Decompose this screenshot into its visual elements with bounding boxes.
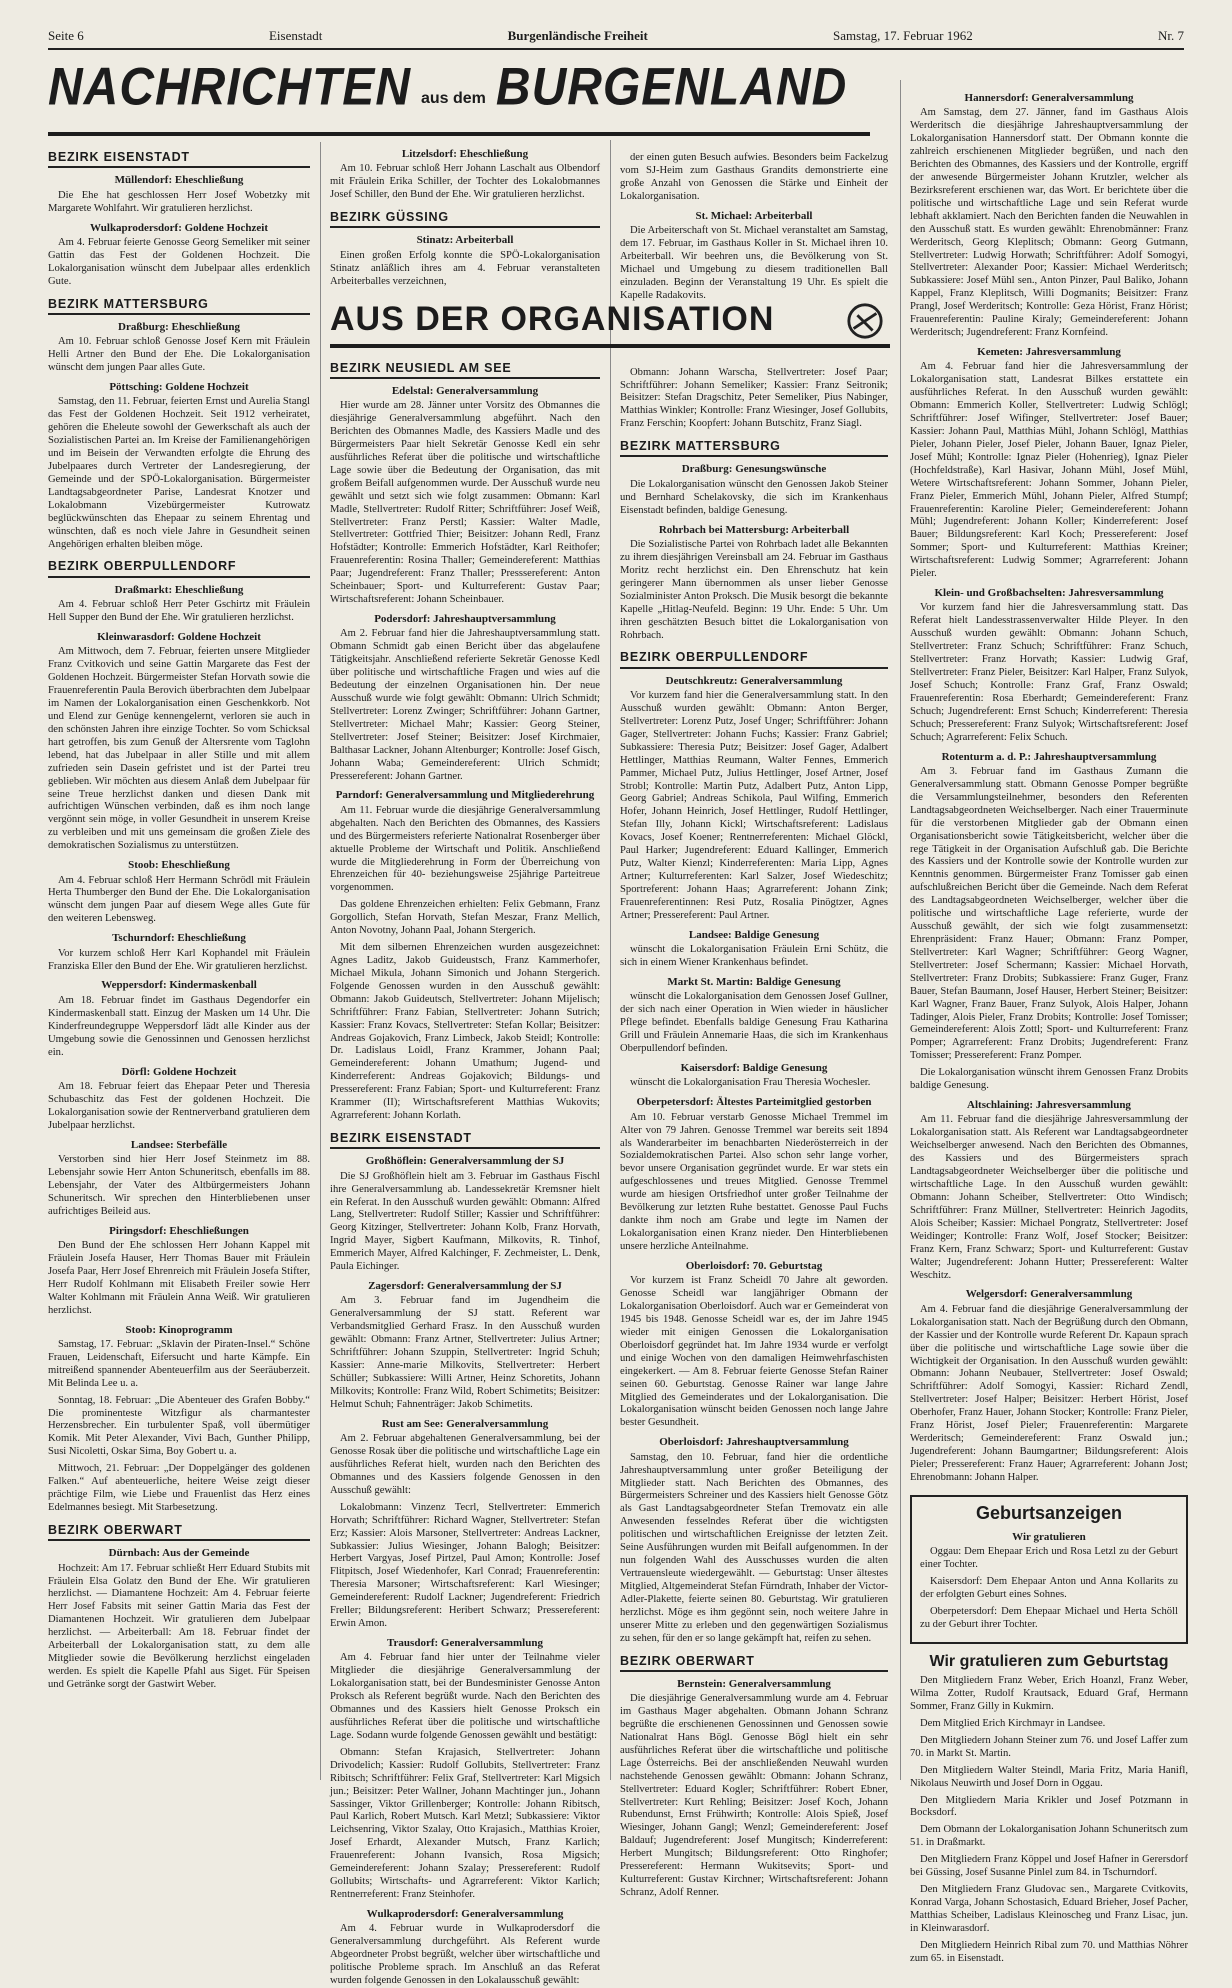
district-heading: BEZIRK OBERWART xyxy=(48,1523,310,1541)
article-paragraph: Am 3. Februar fand im Jugendheim die Generalversammlung der SJ statt. Referent war Verbandsmitglied Gerhard Frasz. In den Ausschuß wurden gewählt: Obmann: Franz Artner, Stellvertreter: Julius Artner; Schriftführer: Johann Szuppin, Stellvertreter: Ingrid Schuh; Kassier: Anne-marie Milkovits, Stellvertreter: Herbert Schüller; Subkassiere: Willi Artner, Heinz Schoretits, Johann Milkovits; Kontrolle: Franz Wild, Robert Schimetits; Beisitzer: Helmut Schuh; Fahnenträger: Jakob Schimetits. xyxy=(330,1295,600,1410)
district-heading: BEZIRK OBERPULLENDORF xyxy=(620,650,888,668)
article-headline: Draßburg: Genesungswünsche xyxy=(681,463,827,476)
article-headline: Stoob: Eheschließung xyxy=(128,859,230,872)
article-paragraph: Dem Mitglied Erich Kirchmayr in Landsee. xyxy=(920,1717,1106,1729)
article-paragraph: Den Mitgliedern Franz Gludovac sen., Margarete Cvitkovits, Konrad Varga, Johann Schostasich, Eduard Brieher, Josef Pacher, Matthias Scheiber, Ladislaus Kleinoscheg und Franz Lisac, jun. in Kleinwarasdorf. xyxy=(910,1884,1188,1934)
article-paragraph: Die Lokalorganisation wünscht ihrem Genossen Franz Drobits baldige Genesung. xyxy=(910,1067,1188,1092)
issue-number: Nr. 7 xyxy=(1157,28,1184,43)
article-headline: Wulkaprodersdorf: Generalversammlung xyxy=(366,1907,564,1920)
article-paragraph: Den Mitgliedern Franz Köppel und Josef Hafner in Gerersdorf bei Güssing, Josef Susanne Pinlel zum 84. in Tschurndorf. xyxy=(910,1854,1188,1879)
article-paragraph: Verstorben sind hier Herr Josef Steinmetz im 88. Lebensjahr sowie Herr Anton Schuneritsch, ebenfalls im 88. Lebensjahr, der Vater des Altbürgermeisters Johann Schuneritsch. Wir sprechen den Hinterbliebenen unser aufrichtiges Beileid aus. xyxy=(48,1154,310,1217)
district-heading: BEZIRK OBERPULLENDORF xyxy=(48,559,310,577)
district-heading: BEZIRK MATTERSBURG xyxy=(620,439,888,457)
article-paragraph: wünscht die Lokalorganisation Frau Theresia Wochesler. xyxy=(630,1077,871,1089)
article-paragraph: Lokalobmann: Vinzenz Tecrl, Stellvertreter: Emmerich Horvath; Schriftführer: Richard Wagner, Stellvertreter: Stefan Erz; Kassier: Alois Marsoner, Stellvertreter: Andreas Lackner, Subkassier: Julius Wiesinger, Johann Balogh; Beisitzer: Herbert Vargyas, Josef Pirtzel, Paul Amon; Kontrolle: Josef Flitpitsch, Josef Wiedenhofer, Karl Conrad; Frauenreferentin: Theresia Marsoner; Wirtschaftsreferent: Karl Wiesinger; Gemeindereferent: Rudolf Lackner; Jugendreferent: Friedrich Freller; Bildungsreferent: Heribert Schwarz; Pressereferent: Erwin Amon. xyxy=(330,1501,600,1630)
article-headline: Welgersdorf: Generalversammlung xyxy=(965,1288,1133,1301)
article-headline: Kleinwarasdorf: Goldene Hochzeit xyxy=(97,630,261,643)
article-headline: Rust am See: Generalversammlung xyxy=(381,1417,549,1430)
article-paragraph: Sonntag, 18. Februar: „Die Abenteuer des Grafen Bobby.“ Die prominenteste Witzfigur als charmantester Herzensbrecher. Ein turbulenter Spaß, voll übermütiger Komik. Mit Peter Alexander, Vivi Bach, Gunther Philipp, Susi Nicoletti, Oskar Sima, Boy Gobert u. a. xyxy=(48,1394,310,1458)
article-headline: Draßburg: Eheschließung xyxy=(118,320,240,333)
article-paragraph: Am 18. Februar feiert das Ehepaar Peter und Theresia Schubaschitz das Fest der goldenen Hochzeit. Die Lokalorganisation sowie der Rentnerverband gratulieren dem Jubelpaar herzlichst. xyxy=(48,1080,310,1131)
district-heading: BEZIRK GÜSSING xyxy=(330,210,600,228)
article-paragraph: Am 2. Februar fand hier die Jahreshauptversammlung statt. Obmann Schmidt gab einen Bericht über das abgelaufene Tätigkeitsjahr. Anschließend referierte Sekretär Genosse Kedl über politische und wirtschaftliche Fragen und wies auf die Bedeutung der einzelnen Organisationen hin. Der neue Ausschuß wurde wie folgt gewählt: Obmann: Ulrich Schmidt; Stellvertreter: Lorenz Zwinger; Schriftführer: Johann Gartner, Stellvertreter: Michael Mahr; Kassier: Georg Steiner, Stellvertreter: Josef Steiner; Beisitzer: Josef Kirchmaier, Balthasar Lackner, Johann Altenburger; Kontrolle: Josef Gisch, Johann Waba; Gemeindereferent: Ulrich Schmidt; Pressereferent: Johann Gartner. xyxy=(330,628,600,782)
article-paragraph: Am 4. Februar fand hier unter der Teilnahme vieler Mitglieder die diesjährige Generalversammlung der Lokalorganisation statt, bei der Bundesminister Genosse Anton Proksch als Referent begrüßt wurde. Nach den Berichten des Obmannes und des Kassiers hielt Genosse Proksch ein ausführliches Referat über die politische und wirtschaftliche Lage. Sodann wurde folgende Genossen gewählt und bestätigt: xyxy=(330,1652,600,1741)
article-paragraph: Samstag, den 10. Februar, fand hier die ordentliche Jahreshauptversammlung unter großer Beteiligung der Mitglieder statt. Nach Berichten des Obmannes, des Bürgermeisters Schreiner und des Kassiers hielt Genosse Götz als Gast Landtagsabgeordneter Stefan Tremovatz ein alle Anwesenden fesselndes Referat über die wichtigsten politischen und wirtschaftlichen Ereignisse der letzten Zeit. Seine Ausführungen wurden mit Beifall aufgenommen. In der nun folgenden Wahl des Ausschusses wurden die alten Vertrauensleute wiedergewählt. — Geburtstag: Unser ältestes Mitglied, Altgemeinderat Stefan Fürndrath, Inhaber der Victor-Adler-Plakette, feierte seinen 80. Geburtstag. Wir gratulieren herzlichst. Möge es ihm gegönnt sein, noch weitere Jahre in unserer Mitte zu erleben und den gegenwärtigen Sozialismus zu sehen, für den er so lange gekämpft hat, reifen zu sehen. xyxy=(620,1451,888,1644)
article-paragraph: Am 10. Februar schloß Herr Johann Laschalt aus Olbendorf mit Fräulein Erika Schiller, der Tochter des Lokalobmannes Josef Schiller, den Bund der Ehe. Wir gratulieren herzlichst. xyxy=(330,163,600,201)
article-paragraph: Am 2. Februar abgehaltenen Generalversammlung, bei der Genosse Rosak über die politische und wirtschaftliche Lage ein ausführliches Referat hielt, wurden nach den Berichten des Obmannes und des Kassiers folgende Genossen in den Ausschuß gewählt: xyxy=(330,1433,600,1496)
article-paragraph: Das goldene Ehrenzeichen erhielten: Felix Gebmann, Franz Gorgollich, Stefan Horvath, Stefan Meszar, Franz Mellich, Anton Novotny, Johann Paal, Johann Stergerich. xyxy=(330,899,600,937)
article-paragraph: Den Mitgliedern Walter Steindl, Maria Fritz, Maria Hanifl, Nikolaus Neuwirth und Josef Dorn in Oggau. xyxy=(910,1764,1188,1789)
article-paragraph: wünscht die Lokalorganisation Fräulein Erni Schütz, die sich in einem Wiener Krankenhaus befindet. xyxy=(620,944,888,969)
article-paragraph: Am 4. Februar feierte Genosse Georg Semeliker mit seiner Gattin das Fest der Goldenen Hochzeit. Die Lokalorganisation wünscht dem Jubelpaar alles erdenklich Gute. xyxy=(48,236,310,287)
article-paragraph: Am Samstag, dem 27. Jänner, fand im Gasthaus Alois Werderitsch die diesjährige Jahreshauptversammlung der Lokalorganisation Hannersdorf statt. Der Obmann konnte die zahlreich erschienenen Mitglieder begrüßen, und nach den Berichten des Obmannes, des Kassiers und der Kontrolle, ergriff der anwesende Bürgermeister Johann Krutzler, welcher als Bezirksreferent erschienen war, das Wort. Er berichtete über die politische und wirtschaftliche Lage und sein Referat wurde lebhaft akklamiert. Nach den Berichten fanden die Neuwahlen in den Ausschuß statt. Es wurden gewählt: Ehrenobmänner: Franz Werderitsch, Georg Kleplitsch; Obmann: Georg Gutmann, Stellvertreter: Ludwig Horwath; Schriftführer: Adolf Somogyi, Stellvertreter: Alexander Poor; Kassier: Michael Werderitsch; Subkassiere: Josef Mühl sen., Anton Pinzer, Paul Baliko, Johann Kappel, Franz Kleplitsch, Willi Dogmanits; Beisitzer: Franz Prangl, Josef Werderitsch; Kontrolle: Geza Hörist, Franz Hörist; Frauenreferentin: Pauline Kiraly; Gemeindereferent: Johann Werderitsch; Jugendreferent: Franz Kornfeind. xyxy=(910,107,1188,339)
birth-title: Geburtsanzeigen xyxy=(975,1502,1123,1523)
article-headline: Draßmarkt: Eheschließung xyxy=(114,583,244,596)
article-headline: Dörfl: Goldene Hochzeit xyxy=(121,1065,237,1078)
article-headline: Oberloisdorf: 70. Geburtstag xyxy=(685,1259,823,1272)
article-headline: Tschurndorf: Eheschließung xyxy=(112,932,246,945)
column-rule xyxy=(320,142,321,1780)
article-headline: Litzelsdorf: Eheschließung xyxy=(401,148,529,160)
article-headline: Dürnbach: Aus der Gemeinde xyxy=(108,1547,250,1560)
article-headline: St. Michael: Arbeiterball xyxy=(695,209,813,222)
article-paragraph: Am 11. Februar wurde die diesjährige Generalversammlung abgehalten. Nach den Berichten des Obmannes, des Kassiers und des Bürgermeisters referierte Nationalrat Rosenberger über aktuelle Probleme der Wirtschaft und Politik. Anschließend wurde die Mitgliederehrung in Form der Überreichung von Ehrenzeichen für 40- beziehungsweise 25jährige Parteitreue vorgenommen. xyxy=(330,804,600,894)
article-paragraph: Hochzeit: Am 17. Februar schließt Herr Eduard Stubits mit Fräulein Elsa Golatz den Bund der Ehe. Wir gratulieren herzlichst. — Diamantene Hochzeit: Am 4. Februar feierte Herr Josef Fabsits mit seiner Gattin Maria das Fest der Diamantenen Hochzeit. Wir gratulieren dem Jubelpaar herzlichst. — Arbeiterball: Am 18. Februar findet der Arbeiterball der Lokalorganisation statt, zu dem alle Mitglieder sowie die Bevölkerung herzlichst eingeladen werden. Es spielt die Kapelle Pfahl aus Siget. Für Speisen und Getränke sorgt der Gastwirt Weber. xyxy=(48,1562,310,1690)
page-number: Seite 6 xyxy=(48,28,84,43)
article-paragraph: Den Mitgliedern Johann Steiner zum 76. und Josef Laffer zum 70. in Markt St. Martin. xyxy=(910,1734,1188,1759)
article-headline: Landsee: Baldige Genesung xyxy=(688,928,820,941)
article-headline: Hannersdorf: Generalversammlung xyxy=(964,92,1134,104)
article-paragraph: Die Ehe hat geschlossen Herr Josef Wobetzky mit Margarete Wohlfahrt. Wir gratulieren herzlichst. xyxy=(48,189,310,214)
article-paragraph: Vor kurzem ist Franz Scheidl 70 Jahre alt geworden. Genosse Scheidl war langjähriger Obmann der Lokalorganisation Oberloisdorf. Auch war er Gemeinderat von 1945 bis 1948. Genosse Scheidl war es, der im Jahre 1945 wieder mit einigen Genossen die Lokalorganisation Oberloisdorf gegründet hat. Im Jahre 1934 wurde er verfolgt und einige Wochen von den damaligen Heimwehrfaschisten eingekerkert. — Am 8. Februar feierte Genosse Stefan Rainer seinen 60. Geburtstag. Genosse Rainer war lange Jahre Mitglied des Gemeinderates und der Lokalorganisation. Die Lokalorganisation wünscht beiden Genossen noch lange Jahre bester Gesundheit. xyxy=(620,1275,888,1429)
column-rule xyxy=(610,140,611,1780)
birth-item: Kaisersdorf: Dem Ehepaar Anton und Anna Kollarits zu der erfolgten Geburt eines Sohnes. xyxy=(920,1575,1178,1600)
article-headline: Landsee: Sterbefälle xyxy=(130,1138,228,1151)
district-heading: BEZIRK NEUSIEDL AM SEE xyxy=(330,361,600,379)
article-headline: Podersdorf: Jahreshauptversammlung xyxy=(374,613,556,625)
district-heading: BEZIRK EISENSTADT xyxy=(330,1131,600,1149)
organisation-title: AUS DER ORGANISATION xyxy=(330,300,775,338)
article-paragraph: Den Bund der Ehe schlossen Herr Johann Kappel mit Fräulein Josefa Hauser, Herr Thomas Bauer mit Fräulein Josefa Paar, Herr Josef Ehrenreich mit Fräulein Josefa Stifter, Herr Rudolf Kohlmann mit Elisabeth Freiler sowie Herr Walter Kohlmann mit Fräulein Anna Weiß. Wir gratulieren herzlichst. xyxy=(48,1240,310,1316)
article-paragraph: Am 18. Februar findet im Gasthaus Degendorfer ein Kindermaskenball statt. Einzug der Masken um 14 Uhr. Die Kinderfreundegruppe Weppersdorf lädt alle Kinder aus der Umgebung sowie die Genossinnen und Genossen herzlichst ein. xyxy=(48,994,310,1058)
article-headline: Kemeten: Jahresversammlung xyxy=(977,346,1121,358)
paper-name: Burgenländische Freiheit xyxy=(507,28,648,43)
article-paragraph: Vor kurzem schloß Herr Karl Kophandel mit Fräulein Franziska Eller den Bund der Ehe. Wir gratulieren herzlichst. xyxy=(48,947,310,972)
article-paragraph: Die diesjährige Generalversammlung wurde am 4. Februar im Gasthaus Mager abgehalten. Obmann Johann Schranz begrüßte die erschienenen Genossinnen und Genossen sowie Nationalrat Hans Bögl. Genosse Bögl hielt ein sehr ausführliches Referat über die wirtschaftliche und politische Lage Österreichs. Bei der anschließenden Neuwahl wurden nachstehende Genossen gewählt: Obmann: Johann Schranz, Stellvertreter: Eduard Kogler; Schriftführer: Robert Ebner, Stellvertreter: Kurt Rehling; Beisitzer: Josef Koch, Johann Rubendunst, Ernst Frühwirth; Kontrolle: Alois Spieß, Josef Wiesinger, Johann Gangl; Wenzl; Gemeindereferent: Josef Baldauf; Jugendreferent: Josef Mungitsch; Kinderreferent: Herbert Mungitsch; Bildungsreferent: Otto Ringhofer; Pressereferent: Hermann Wukitsevits; Sport- und Kulturreferent: Gustav Kirchner; Wirtschaftsreferent: Johann Schranz, Adolf Renner. xyxy=(620,1693,888,1899)
masthead xyxy=(48,60,870,142)
article-paragraph: Samstag, 17. Februar: „Sklavin der Piraten-Insel.“ Schöne Frauen, Leidenschaft, Eifersucht und harte Kämpfe. Ein mitreißend spannender Abenteuerfilm aus der Seeräuberzeit. Mit Belinda Lee u. a. xyxy=(48,1338,310,1389)
article-headline: Wulkaprodersdorf: Goldene Hochzeit xyxy=(89,221,269,234)
article-paragraph: Hier wurde am 28. Jänner unter Vorsitz des Obmannes die diesjährige Generalversammlung abgeführt. Nach den Berichten des Obmannes Madle, des Kassiers Madle und des Bürgermeisters Paar hielt Sekretär Genosse Kedl ein sehr ausführliches Referat über die politische und wirtschaftliche Lage sowie über die Bedeutung der Organisation, das mit großem Beifall aufgenommen wurde. Der Ausschuß wurde neu gewählt und setzt sich wie folgt zusammen: Obmann: Karl Madle, Stellvertreter: Rudolf Ritter; Schriftführer: Josef Weiß, Stellvertreter: Franz Perstl; Kassier: Walter Madle, Stellvertreter: Gottfried Thier; Beisitzer: Johann Redl, Franz Hofstädter; Kontrolle: Emmerich Hofstädter, Karl Reithofer; Frauenreferentin: Rosina Thaller; Gemeindereferent: Matthias Paar; Jugendreferent: Franz Thaller; Presssereferent: Anton Scheinbauer; Sport- und Kulturreferent: Gustav Paar; Wirtschaftsreferent: Johann Scheinbauer. xyxy=(330,400,600,606)
article-paragraph: wünscht die Lokalorganisation dem Genossen Josef Gullner, der sich nach einer Operation in Wien wieder in häuslicher Pflege befindet. Ebenfalls baldige Genesung Frau Katharina Grill und Fräulein Annemarie Haas, die sich im Krankenhaus Oberpullendorf befinden. xyxy=(620,991,888,1055)
column-rule xyxy=(900,80,901,1780)
article-paragraph: Dem Obmann der Lokalorganisation Johann Schuneritsch zum 51. in Draßmarkt. xyxy=(910,1824,1188,1849)
article-paragraph: Den Mitgliedern Franz Weber, Erich Hoanzl, Franz Weber, Wilma Zotter, Rudolf Krautsack, Eduard Graf, Hermann Sommer, Franz Gilly in Kukmirn. xyxy=(910,1675,1188,1713)
place: Eisenstadt xyxy=(268,28,323,43)
article-headline: Oberloisdorf: Jahreshauptversammlung xyxy=(659,1436,849,1449)
birth-announcements-box xyxy=(910,1495,1188,1644)
article-paragraph: Am 4. Februar fand die diesjährige Generalversammlung der Lokalorganisation statt. Nach der Begrüßung durch den Obmann, der Kassier und der Kontrolle wurde Referent Dr. Kapaun sprach über die politische und wirtschaftliche Lage sowie über die Wichtigkeit der Organisation. In den Ausschuß wurden gewählt: Obmann: Johann Neubauer, Stellvertreter: Josef Oswald; Schriftführer: Adolf Somogyi, Kassier: Richard Zendl, Stellvertreter: Josef Halper; Beisitzer: Herbert Hörist, Josef Oberhofer, Franz Hauer, Johann Stocker; Kontrolle: Franz Pieler, Franz Hörist, Josef Pieler; Frauenreferentin: Margarete Werderitsch; Gemeindereferent: Franz Oswald jun.; Jugendreferent: Johann Baumgartner; Bildungsreferent: Alois Pieler; Pressereferent: Franz Hauer; Agrarreferent: Johann Jost; Ehrenobmann: Johann Halper. xyxy=(910,1303,1188,1483)
district-heading: BEZIRK EISENSTADT xyxy=(48,150,310,168)
article-headline: Stinatz: Arbeiterball xyxy=(416,234,514,247)
article-headline: Pöttsching: Goldene Hochzeit xyxy=(109,381,249,394)
article-paragraph: Mit dem silbernen Ehrenzeichen wurden ausgezeichnet: Agnes Laditz, Jakob Guideustsch, Franz Kammerhofer, Michael Mikula, Johann Simonich und Johann Stergerich. Folgende Genossen wurden in den Ausschuß gewählt: Obmann: Jakob Guideutsch, Stellvertreter: Johann Mijelisch; Schriftführer: Franz Fabian, Stellvertreter: Johann Sutrich; Kassier: Franz Kovacs, Stellvertreter: Stefan Kollar; Beisitzer: Andreas Gojakovich, Franz Limbeck, Jakob Steidl; Kontrolle: Dr. Ladislaus Loidl, Franz Krammer, Johann Paal; Gemeindereferent: Johann Umathum; Jugend- und Kinderreferent: Andreas Gojakovich; Bildungs- und Pressereferent: Franz Fabian; Sport- und Kulturreferent: Franz Krammer (II); Wirtschaftsreferent Matthias Wukovits; Agrarreferent: Johann Korlath. xyxy=(330,942,600,1122)
masthead-rule xyxy=(48,132,870,136)
article-paragraph: Mittwoch, 21. Februar: „Der Doppelgänger des goldenen Falken.“ Auf abenteuerliche, heitere Weise zeigt dieser prächtige Film, wie Liebe und Frauenlist das Herz eines Edelmannes besiegt. Mit Starbesetzung. xyxy=(48,1463,310,1514)
organisation-rule xyxy=(330,344,890,348)
article-paragraph: Samstag, den 11. Februar, feierten Ernst und Aurelia Stangl das Fest der Goldenen Hochzeit. Seit 1912 verheiratet, gehören die Eheleute sowohl der Gewerkschaft als auch der Sozialistischen Partei an. Im Kreise der Familienangehörigen und im Beisein der Verwandten erfolgte die Ehrung des Jubelpaares durch Vertreter der Landesregierung, der Gemeinde und der SPÖ-Lokalorganisation. Bürgermeister Landtagsabgeordneter Parise, Landesrat Knotzer und Lokalobmann Vizebürgermeister Kutrowatz beglückwünschten das Ehepaar zu seinem Ehrentag und wünschten, daß es noch viele Jahre in Gesundheit seinen Angehörigen erhalten bleiben möge. xyxy=(48,396,310,550)
organisation-heading xyxy=(330,300,890,350)
article-headline: Rohrbach bei Mattersburg: Arbeiterball xyxy=(658,523,850,536)
article-headline: Rotenturm a. d. P.: Jahreshauptversammlung xyxy=(941,750,1157,763)
birthday-heading: Wir gratulieren zum Geburtstag xyxy=(929,1652,1169,1670)
district-heading: BEZIRK OBERWART xyxy=(620,1654,888,1672)
article-headline: Kaisersdorf: Baldige Genesung xyxy=(680,1061,828,1074)
article-paragraph: Die Sozialistische Partei von Rohrbach ladet alle Bekannten zu ihrem diesjährigen Vereinsball am 24. Februar im Gasthaus Moritz recht herzlichst ein. Den Ehrenschutz hat kein geringerer Mann übernommen als unser lieber Genosse Sozialminister Anton Proksch. Die Musik besorgt die bekannte Kapelle „Hitlag-Neufeld. Beginn: 19 Uhr. Ende: 5 Uhr. Um ihren geschätzten Besuch bittet die Lokalorganisation von Rohrbach. xyxy=(620,539,888,641)
article-headline: Weppersdorf: Kindermaskenball xyxy=(101,979,257,992)
article-paragraph: Am 4. Februar schloß Herr Peter Gschirtz mit Fräulein Hell Supper den Bund der Ehe. Wir gratulieren herzlichst. xyxy=(48,599,310,624)
article-paragraph: Am 3. Februar fand im Gasthaus Zumann die Generalversammlung statt. Obmann Genosse Pomper begrüßte die Versammlungsteilnehmer, besonders den Referenten Landtagsabgeordneten Weichselberger. Nach einer Trauerminute für die verstorbenen Mitglieder gab der Obmann einen Organisationsbericht sowie Tätigkeitsbericht, welcher über die rege Tätigkeit in der Organisation Aufschluß gab. Die Berichte des Kassiers und der Kontrolle sowie der Kontrolle wurden zur Kenntnis genommen. Bürgermeister Franz Tomisser gab einen aufschlußreichen Bericht über die Gemeinde. Nach dem Referat des Landtagsabgeordneten Weichselberger, welcher über die politische und wirtschaftliche Lage referierte, wurde der Ausschuß gewählt, der sich wie folgt zusammensetzt: Ehrenpräsident: Franz Hauer; Obmann: Franz Pomper, Stellvertreter: Karl Wagner; Schriftführer: Georg Wagner, Stellvertreter: Josef Schermann; Kassier: Michael Horvath, Stellvertreter: Franz Drobits; Subkassiere: Franz Guger, Franz Bauer, Stefan Baumann, Josef Hauser, Herbert Steiner; Beisitzer: Karl Wagner, Franz Bauer, Franz Sulyok, Alois Halper, Johann Tadinger, Alois Pieler, Franz Drobits; Kontrolle: Josef Tomisser; Gemeindereferent: Alois Zottl; Sport- und Kulturreferent: Franz Pomper; Agrarreferent: Franz Drobits; Jugendreferent: Franz Tomisser; Pressereferent: Franz Pomper. xyxy=(910,766,1188,1062)
article-headline: Oberpetersdorf: Ältestes Parteimitglied gestorben xyxy=(636,1096,872,1109)
article-paragraph: Am 4. Februar wurde in Wulkaprodersdorf die Generalversammlung durchgeführt. Als Referent wurde Abgeordneter Probst begrüßt, welcher über wirtschaftliche und politische Probleme sprach. Im Anschluß an das Referat wurden folgende Genossen in den Lokalausschuß gewählt: xyxy=(330,1923,600,1986)
article-paragraph: Einen großen Erfolg konnte die SPÖ-Lokalorganisation Stinatz anläßlich ihres am 4. Februar veranstalteten Arbeiterballes verzeichnen, xyxy=(330,249,600,287)
article-paragraph: Obmann: Stefan Krajasich, Stellvertreter: Johann Drivodelich; Kassier: Rudolf Gollubits, Stellvertreter: Franz Ribitsch; Schriftführer: Felix Graf, Stellvertreter: Karl Migsich jun.; Beisitzer: Peter Wallner, Johann Machtinger jun., Johann Sassinger, Viktor Grillenberger; Kontrolle: Johann Ribitsch, Paul Karlich, Robert Mutsch. Karl Metzl; Subkassiere: Viktor Leichsenring, Viktor Szalay, Otto Krajasich., Matthias Kroier, Josef Erhardt, Alexander Mutsch, Franz Karlich; Frauenreferent: Johann Ivansich, Rosa Migsich; Gemeindereferent: Johann Szalay; Pressereferent: Rudolf Gollubits; Wirtschafts- und Agrarreferent: Viktor Karlich; Rentnerreferent: Franz Steinhofer. xyxy=(330,1746,600,1900)
article-paragraph: Die Lokalorganisation wünscht den Genossen Jakob Steiner und Bernhard Schelakovsky, die sich im Krankenhaus Eisenstadt befinden, baldige Genesung. xyxy=(620,478,888,516)
article-headline: Piringsdorf: Eheschließungen xyxy=(109,1224,249,1237)
article-paragraph: Am 10. Februar verstarb Genosse Michael Tremmel im Alter von 79 Jahren. Genosse Tremmel war bereits seit 1894 als Wanderarbeiter im benachbarten Niederösterreich in der Sozialdemokratischen Partei. Also schon sehr lange vorher, bevor unsere Organisation gegründet wurde. Er war stets ein aufgeschlossenes und treues Mitglied. Genosse Tremmel wurde am hiesigen Ortsfriedhof unter großer Teilnahme der Bevölkerung zur letzten Ruhe bestattet. Genosse Paul Fuchs dankte ihm noch am Grabe und legte im Namen der Lokalorganisation einen Kranz nieder. Den Hinterbliebenen unsere herzliche Anteilnahme. xyxy=(620,1111,888,1252)
article-headline: Klein- und Großbachselten: Jahresversammlung xyxy=(934,587,1164,600)
district-heading: BEZIRK MATTERSBURG xyxy=(48,297,310,315)
article-paragraph: Am 10. Februar schloß Genosse Josef Kern mit Fräulein Helli Artner den Bund der Ehe. Die Lokalorganisation wünscht dem jungen Paar alles Gute. xyxy=(48,336,310,374)
article-paragraph: Den Mitgliedern Maria Krikler und Josef Potzmann in Bocksdorf. xyxy=(910,1794,1188,1819)
masthead-word-2: aus dem xyxy=(420,90,486,107)
article-headline: Deutschkreutz: Generalversammlung xyxy=(665,674,843,687)
article-paragraph: Am 11. Februar fand die diesjährige Jahresversammlung der Lokalorganisation statt. Als Referent war Landtagsabgeordneter Weichselberger anwesend. Nach den Berichten des Obmannes, des Kassiers und des Bürgermeisters sprach Landtagsabgeordneter Weichselberger über die politische und wirtschaftliche Lage. In den Ausschuß wurden gewählt: Obmann: Johann Scheiber, Stellvertreter: Otto Windisch; Schriftführer: Franz Müllner, Stellvertreter: Heinrich Jagodits, Alois Scheiber; Kassier: Michael Pongratz, Stellvertreter: Josef Weidinger; Kontrolle: Franz Wolf, Josef Stocker; Beisitzer: Franz Kern, Franz Schwarz; Sport- und Kulturreferent: Gustav Walter; Jugendreferent: Johann Hutter; Pressereferent: Walter Weschitz. xyxy=(910,1114,1188,1281)
article-paragraph: Am 4. Februar fand hier die Jahresversammlung der Lokalorganisation statt, Landesrat Bilkes erstattete ein ausführliches Referat. In den Ausschuß wurden gewählt: Obmann: Emmerich Koller, Stellvertreter: Ludwig Schlögl; Schriftführer: Josef Wifinger, Stellvertreter: Josef Bauer; Kassier: Johann Paul, Matthias Mühl, Johann Schlögl, Matthias Pieler, Johann Pieler, Josef Pieler, Johann Bauer, Ignaz Pieler, Josef Mühl; Kontrolle: Ignaz Pieler (Hohenrieg), Ignaz Pieler (Hochfeldstraße), Karl Hasivar, Johann Mühl, Josef Mühl, Wetere Wirtschaftsreferent: Johann Sommer, Johann Pieler, Franz Pieler, Emmerich Mühl, Johann Pieler, Alfred Stumpf; Frauenreferentin: Karoline Pieler; Gemeindereferent: Johann Mühl; Jugendreferent: Johann Koller; Kinderreferent: Josef Bauer; Bildungsreferent: Karl Koch; Pressereferent: Josef Sommer; Sport- und Kulturreferent: Matthias Kreiner; Wirtschaftsreferent: Ludwig Sommer; Agrarreferent: Johann Pieler. xyxy=(910,361,1188,580)
article-headline: Großhöflein: Generalversammlung der SJ xyxy=(365,1155,565,1168)
party-logo-icon xyxy=(846,302,884,340)
article-headline: Markt St. Martin: Baldige Genesung xyxy=(667,975,841,988)
masthead-word-3: BURGENLAND xyxy=(495,58,848,117)
birth-item: Oberpetersdorf: Dem Ehepaar Michael und Herta Schöll zu der Geburt ihrer Tochter. xyxy=(920,1605,1178,1630)
article-paragraph: Am 4. Februar schloß Herr Hermann Schrödl mit Fräulein Herta Thumberger den Bund der Ehe. Die Lokalorganisation wünscht dem jungen Paar auf diesem Wege alles Gute für den weiteren Lebensweg. xyxy=(48,874,310,925)
article-paragraph: Vor kurzem fand hier die Jahresversammlung statt. Das Referat hielt Landesstrassenverwalter Hilde Pleyer. In den Ausschuß wurden gewählt: Obmann: Johann Schuch, Stellvertreter: Franz Schuch; Schriftführer: Franz Schuch, Stellvertreter: Franz Horvath; Kassier: Ludwig Graf, Stellvertreter: Franz Pieler, Beisitzer: Karl Halper, Franz Sulyok, Josef Schuch; Kontrolle: Franz Graf, Franz Oswald; Frauenreferentin: Rosa Eberhardt; Gemeindereferent: Franz Schuch; Jugendreferent: Ernst Schuch; Kinderreferent: Theresia Schuch; Pressereferent: Franz Sulyok; Wirtschaftsreferent: Josef Schuch; Agrarreferent: Felix Schuch. xyxy=(910,602,1188,743)
article-headline: Parndorf: Generalversammlung und Mitgliederehrung xyxy=(335,789,595,802)
article-headline: Bernstein: Generalversammlung xyxy=(677,1677,831,1690)
birth-item: Oggau: Dem Ehepaar Erich und Rosa Letzl zu der Geburt einer Tochter. xyxy=(920,1546,1178,1571)
article-headline: Trausdorf: Generalversammlung xyxy=(387,1636,543,1649)
page-header xyxy=(48,18,1184,50)
column-2 xyxy=(330,142,600,1986)
article-paragraph: Die Arbeiterschaft von St. Michael veranstaltet am Samstag, dem 17. Februar, im Gasthaus Koller in St. Michael ihren 10. Arbeiterball. Wir beehren uns, die Bevölkerung von St. Michael und Umgebung zu diesem traditionellen Ball einzuladen. Beginn der Veranstaltung 19 Uhr. Es spielt die Kapelle Radakovits. xyxy=(620,225,888,301)
column-4 xyxy=(910,86,1188,1964)
masthead-word-1: NACHRICHTEN xyxy=(48,58,411,117)
birth-subtitle: Wir gratulieren xyxy=(1012,1530,1086,1543)
article-paragraph: Vor kurzem fand hier die Generalversammlung statt. In den Ausschuß wurden gewählt: Obmann: Anton Berger, Stellvertreter: Lorenz Putz, Josef Unger; Schriftführer: Johann Gager, Stellvertreter: Johann Fuchs; Kassier: Franz Gabriel; Subkassiere: Theresia Putz; Beisitzer: Josef Gager, Adalbert Hettlinger, Matthias Reumann, Walter Fennes, Emmerich Pammer, Michael Putz, Julius Hettlinger, Josef Artner, Josef Strobl; Kontrolle: Martin Putz, Adalbert Putz, Anton Lipp, Georg Gabriel; Andreas Schikola, Paul Wilfing, Emmerich Hofer, Johann Heinrich, Josef Hettlinger, Rudolf Hettlinger, Stefan Illy, Johann Kickl; Wirtschaftsreferent: Ladislaus Kovacs, Josef Koener; Rentnerreferenten: Michael Glöckl, Paul Harker; Jugendreferent: Eduard Kallinger, Emmerich Putz, Walter Kienzl; Kinderreferenten: Maria Lipp, Agnes Artner; Kulturreferenten: Karl Salzer, Josef Wiedeschitz; Sportreferent: Johann Haas; Agrarreferent: Johann Zink; Frauenreferentinnen: Resi Putz, Rosalia Pinögtzer, Agnes Artner; Pressereferent: Paul Artner. xyxy=(620,690,888,921)
article-paragraph: Am Mittwoch, dem 7. Februar, feierten unsere Mitglieder Franz Cvitkovich und seine Gattin Margarete das Fest der Goldenen Hochzeit. Bürgermeister Stefan Horvath sowie die Frauenreferentin Paula Berovich überbrachten dem Jubelpaar im Namen der Lokalorganisation einen Geschenkkorb. Not und Elend zur Genüge kennengelernt, verloren sie auch in den schönsten Jahren ihre einzige Tochter. So vom Schicksal hart getroffen, bis zum Genuß der Altersrente vom Taglohn lebend, hat das Jubelpaar in aller Stille und mit allem zufrieden sein Dasein gefristet und ist der Partei treu geblieben. Wir möchten aus diesem Anlaß dem Jubelpaar für seine Treue herzlichst danken und diesen Dank mit aufrichtigen Wünschen verbinden, daß es ihm noch lange vergönnt sein möge, in voller Gesundheit in unserem Kreise zu verbleiben und mit uns gemeinsam die großen Ziele des demokratischen Sozialismus zu unterstützen. xyxy=(48,646,310,852)
article-headline: Altschlaining: Jahresversammlung xyxy=(967,1099,1131,1112)
article-paragraph: Den Mitgliedern Heinrich Ribal zum 70. und Matthias Nöhrer zum 65. in Eisenstadt. xyxy=(910,1939,1188,1964)
article-paragraph: der einen guten Besuch aufwies. Besonders beim Fackelzug vom SJ-Heim zum Gasthaus Grandits demonstrierte eine große Anzahl von Genossen die Stärke und Einheit der Lokalorganisation. xyxy=(620,152,888,202)
column-1 xyxy=(48,142,310,1784)
article-headline: Zagersdorf: Generalversammlung der SJ xyxy=(368,1280,562,1293)
article-headline: Stoob: Kinoprogramm xyxy=(125,1323,233,1336)
article-paragraph: Obmann: Johann Warscha, Stellvertreter: Josef Paar; Schriftführer: Johann Semeliker; Kassier: Franz Seitronik; Beisitzer: Stefan Dragschitz, Peter Semeliker, Pius Nabinger, Matthias Winkler; Kontrolle: Franz Wiesinger, Josef Gollubits, Franz Ferschin; Koopfert: Johann Butschitz, Franz Siagl. xyxy=(620,366,888,430)
issue-date: Samstag, 17. Februar 1962 xyxy=(833,28,973,43)
article-paragraph: Die SJ Großhöflein hielt am 3. Februar im Gasthaus Fischl ihre Generalversammlung ab. Landessekretär Kremsner hielt ein Referat. In den Ausschuß wurden gewählt: Obmann: Alfred Lang, Stellvertreter: Rudolf Stiller; Kassier und Schriftführer: Georg Kitzinger, Stellvertreter: Johann Kolb, Franz Horvath, Ingrid Mayer, Sigbert Kaufmann, Milkovits, R. Tinhof, Emmerich Mayer, Alfred Kalchinger, F. Zechmeister, L. Denk, Paula Eichinger. xyxy=(330,1170,600,1273)
column-3 xyxy=(620,152,888,1899)
article-headline: Müllendorf: Eheschließung xyxy=(114,174,244,187)
article-headline: Edelstal: Generalversammlung xyxy=(391,384,539,397)
